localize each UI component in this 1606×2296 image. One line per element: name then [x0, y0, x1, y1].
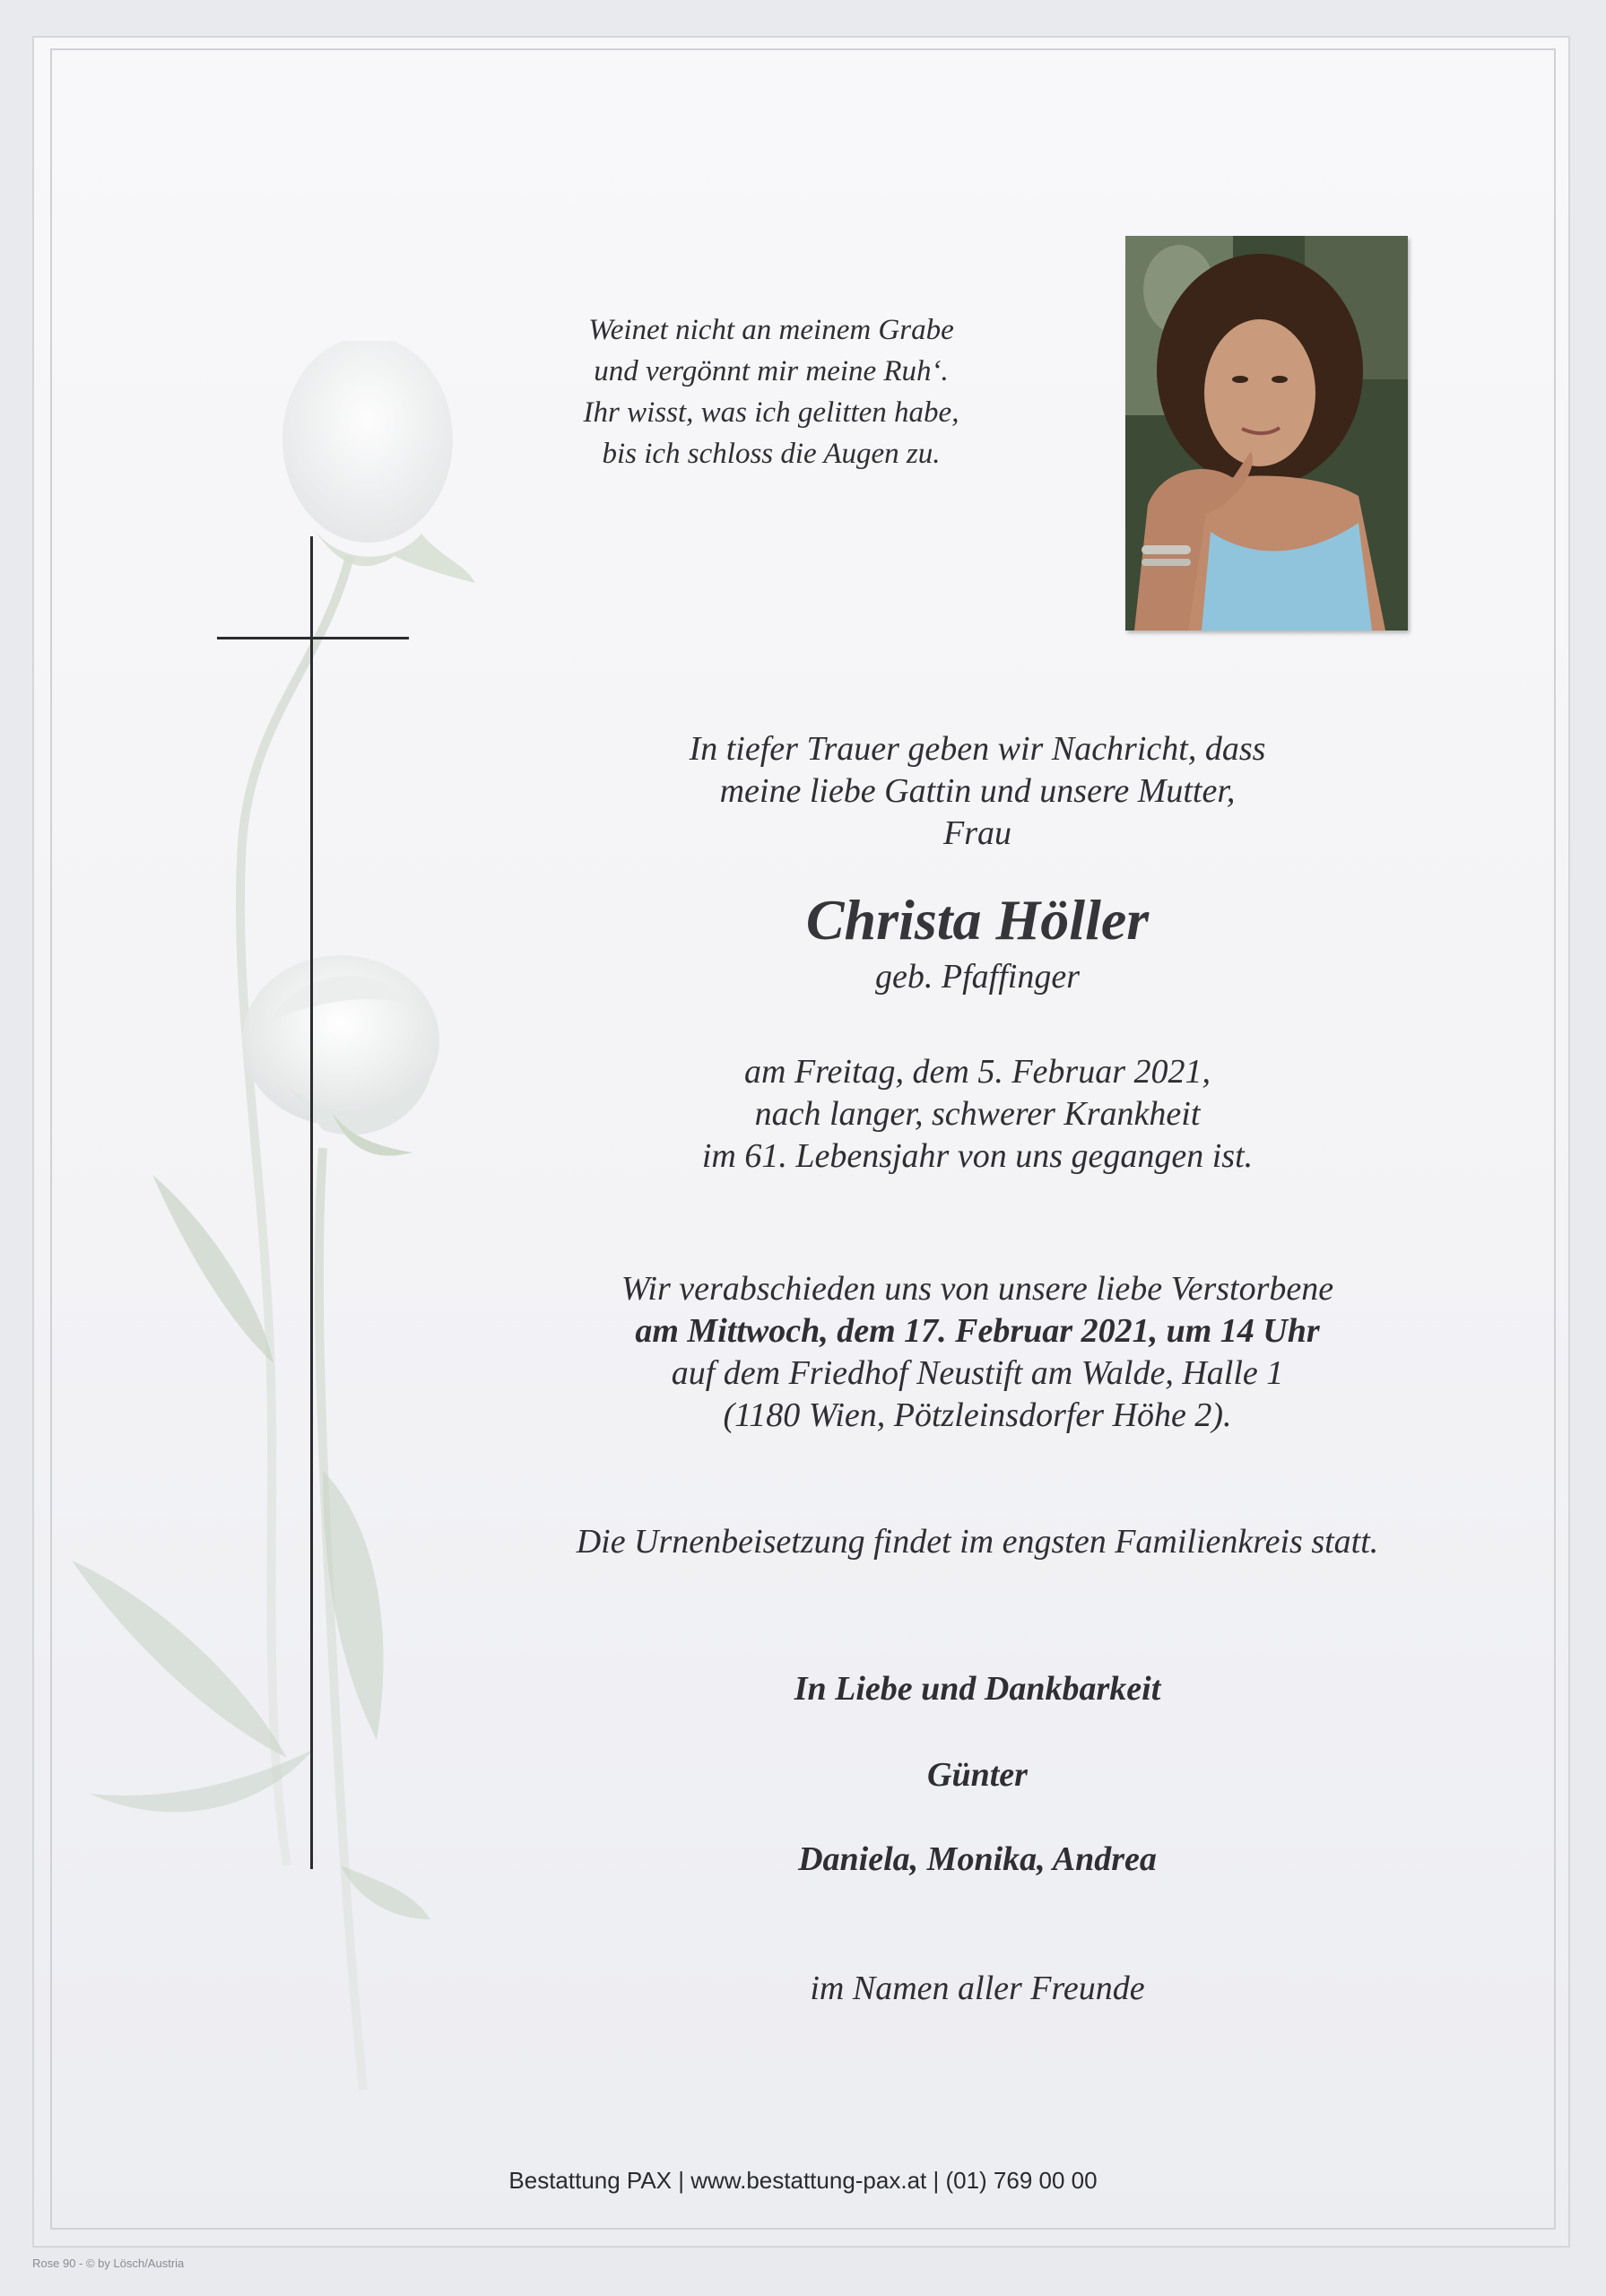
funeral-info	[466, 1268, 1489, 1437]
poem	[574, 309, 968, 474]
portrait-photo	[1125, 236, 1408, 631]
death-info-line: im 61. Lebensjahr von uns gegangen ist.	[701, 1137, 1254, 1175]
deceased-name: Christa Höller	[805, 888, 1150, 952]
death-info-line: nach langer, schwerer Krankheit	[754, 1095, 1201, 1133]
announcement-line: In tiefer Trauer geben wir Nachricht, dass	[689, 730, 1266, 768]
death-info	[466, 1051, 1489, 1178]
image-credit: Rose 90 - © by Lösch/Austria	[32, 2257, 185, 2270]
funeral-date-time: am Mittwoch, dem 17. Februar 2021, um 14 Uhr	[635, 1312, 1320, 1350]
announcement-line: Frau	[943, 814, 1011, 852]
maiden-name: geb. Pfaffinger	[875, 958, 1080, 996]
urn-note: Die Urnenbeisetzung findet im engsten Familienkreis statt.	[576, 1523, 1379, 1561]
mourner-friends: im Namen aller Freunde	[810, 1970, 1145, 2007]
cross-vertical-bar	[310, 536, 313, 1869]
poem-line: Weinet nicht an meinem Grabe	[588, 314, 954, 346]
white-rose-illustration	[54, 341, 520, 2099]
funeral-address: (1180 Wien, Pötzleinsdorfer Höhe 2).	[723, 1396, 1232, 1434]
funeral-place: auf dem Friedhof Neustift am Walde, Halle 1	[671, 1354, 1284, 1392]
announcement	[466, 728, 1489, 855]
poem-line: Ihr wisst, was ich gelitten habe,	[583, 396, 959, 429]
cross-horizontal-bar	[217, 637, 409, 639]
funeral-intro: Wir verabschieden uns von unsere liebe Verstorbene	[621, 1270, 1334, 1308]
poem-line: bis ich schloss die Augen zu.	[602, 438, 941, 470]
mourners-heading: In Liebe und Dankbarkeit	[794, 1670, 1161, 1708]
poem-line: und vergönnt mir meine Ruh‘.	[594, 355, 949, 387]
announcement-line: meine liebe Gattin und unsere Mutter,	[719, 772, 1236, 810]
death-info-line: am Freitag, dem 5. Februar 2021,	[744, 1053, 1211, 1091]
funeral-home-footer: Bestattung PAX | www.bestattung-pax.at | (01) 769 00 00	[508, 2167, 1098, 2194]
mourner-children: Daniela, Monika, Andrea	[798, 1840, 1157, 1878]
mourner-spouse: Günter	[927, 1756, 1028, 1794]
